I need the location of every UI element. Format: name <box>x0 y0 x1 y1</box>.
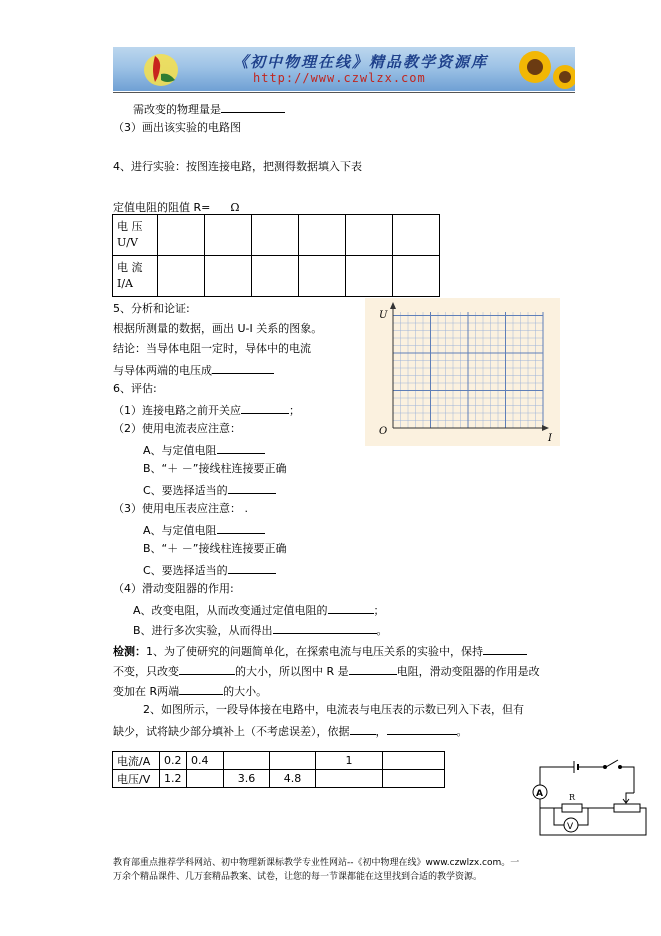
table-cell: 0.2 <box>160 752 187 770</box>
evaluate-title: 6、评估: <box>113 382 157 395</box>
analysis-line3: 与导体两端的电压成 <box>113 362 274 378</box>
u-i-graph <box>365 298 560 446</box>
table-cell[interactable] <box>346 256 393 297</box>
table-cell[interactable] <box>252 256 299 297</box>
evaluate-item2b: B、“＋ －”接线柱连接要正确 <box>143 462 287 475</box>
blank[interactable] <box>217 442 265 454</box>
blank[interactable] <box>328 602 374 614</box>
check-q2-line2: 缺少，试将缺少部分填补上（不考虑误差），依据 ， 。 <box>113 725 468 738</box>
evaluate-item4a: A、改变电阻，从而改变通过定值电阻的 ； <box>133 604 385 617</box>
voltmeter-label: V <box>567 822 574 832</box>
table-row <box>113 752 445 770</box>
voltage-row-label: 电 压 U/V <box>113 215 158 256</box>
table-cell: 电流/A <box>113 752 160 770</box>
footer-line1: 教育部重点推荐学科网站、初中物理新课标教学专业性网站--《初中物理在线》www.czwlzx.com。一 <box>113 858 520 868</box>
table-cell[interactable] <box>316 770 383 788</box>
blank[interactable] <box>273 622 377 634</box>
wire <box>621 767 634 793</box>
table-cell[interactable] <box>299 215 346 256</box>
banner-url[interactable]: http://www.czwlzx.com <box>253 71 426 85</box>
current-row-label: 电 流 I/A <box>113 256 158 297</box>
header-divider <box>113 92 575 93</box>
table-cell[interactable] <box>205 256 252 297</box>
table-cell[interactable] <box>393 256 440 297</box>
evaluate-item3: （3）使用电压表应注意： . <box>113 502 248 515</box>
table-cell[interactable] <box>224 752 270 770</box>
blank[interactable] <box>179 683 223 695</box>
footer-line2: 万余个精品课件、几万套精品教案、试卷，让您的每一节课都能在这里找到合适的教学资源。 <box>113 872 483 882</box>
check-q1-line1: 检测：1、为了使研究的问题简单化，在探索电流与电压关系的实验中，保持 <box>113 643 527 659</box>
origin-label: O <box>379 426 388 437</box>
resistor-icon <box>562 804 582 812</box>
resistor-label: R <box>569 793 576 802</box>
blank[interactable] <box>349 663 397 675</box>
evaluate-item4b: B、进行多次实验，从而得出 。 <box>133 624 388 637</box>
evaluate-item2: （2）使用电流表应注意： <box>113 422 241 435</box>
site-logo-icon <box>141 50 181 88</box>
blank[interactable] <box>212 362 274 374</box>
evaluate-item3a: A、与定值电阻 <box>143 522 265 538</box>
blank[interactable] <box>179 663 235 675</box>
table-cell[interactable] <box>205 215 252 256</box>
graph-background <box>365 298 560 446</box>
measurement-table <box>112 751 445 788</box>
table-cell: 0.4 <box>187 752 224 770</box>
check-q1-line2: 不变，只改变 的大小，所以图中 R 是 电阻，滑动变阻器的作用是改 <box>113 665 540 678</box>
blank[interactable] <box>228 562 276 574</box>
table-cell[interactable] <box>393 215 440 256</box>
sunflower-decoration-icon <box>505 47 575 91</box>
switch-lever-icon <box>606 760 618 767</box>
blank[interactable] <box>228 482 276 494</box>
check-q1-line3: 变加在 R两端 的大小。 <box>113 685 268 698</box>
wire <box>540 799 562 808</box>
analysis-line2: 结论：当导体电阻一定时，导体中的电流 <box>113 342 311 355</box>
blank[interactable] <box>483 643 527 655</box>
table-cell: 1.2 <box>160 770 187 788</box>
banner-title: 《初中物理在线》精品教学资源库 <box>233 53 489 71</box>
table-cell: 3.6 <box>224 770 270 788</box>
evaluate-item1: （1）连接电路之前开关应 ； <box>113 404 300 417</box>
y-axis-label: U <box>379 310 388 321</box>
blank[interactable] <box>387 723 457 735</box>
table-cell[interactable] <box>158 215 205 256</box>
table-cell[interactable] <box>252 215 299 256</box>
changed-quantity-line: 需改变的物理量是 <box>133 101 285 117</box>
table-row <box>113 770 445 788</box>
footer <box>113 856 553 884</box>
circuit-diagram <box>522 755 652 839</box>
evaluate-item3b: B、“＋ －”接线柱连接要正确 <box>143 542 287 555</box>
x-axis-label: I <box>548 433 552 444</box>
table-cell[interactable] <box>270 752 316 770</box>
blank[interactable] <box>350 723 376 735</box>
analysis-line1: 根据所测量的数据，画出 U-I 关系的图象。 <box>113 322 323 335</box>
table-cell[interactable] <box>383 770 445 788</box>
evaluate-item2a: A、与定值电阻 <box>143 442 265 458</box>
table-cell[interactable] <box>383 752 445 770</box>
ammeter-label: A <box>536 789 543 799</box>
data-table <box>112 214 440 297</box>
table-cell: 电压/V <box>113 770 160 788</box>
blank[interactable] <box>217 522 265 534</box>
check-q2-line1: 2、如图所示，一段导体接在电路中，电流表与电压表的示数已列入下表，但有 <box>143 703 524 716</box>
evaluate-item4: （4）滑动变阻器的作用: <box>113 582 234 595</box>
evaluate-item2c: C、要选择适当的 <box>143 482 276 498</box>
table-cell: 4.8 <box>270 770 316 788</box>
blank[interactable] <box>221 101 285 113</box>
table-cell: 1 <box>316 752 383 770</box>
evaluate-item3c: C、要选择适当的 <box>143 562 276 578</box>
step4-line: 4、进行实验：按图连接电路，把测得数据填入下表 <box>113 160 362 173</box>
analysis-title: 5、分析和论证: <box>113 302 190 315</box>
header-banner <box>113 47 575 91</box>
resistance-value-line: 定值电阻的阻值 R= Ω <box>113 201 240 214</box>
rheostat-icon <box>614 804 640 812</box>
wire <box>540 767 574 785</box>
table-cell[interactable] <box>158 256 205 297</box>
wire <box>578 808 588 825</box>
draw-circuit-line: （3）画出该实验的电路图 <box>113 121 241 134</box>
table-cell[interactable] <box>187 770 224 788</box>
table-cell[interactable] <box>346 215 393 256</box>
blank[interactable] <box>241 402 289 414</box>
table-cell[interactable] <box>299 256 346 297</box>
